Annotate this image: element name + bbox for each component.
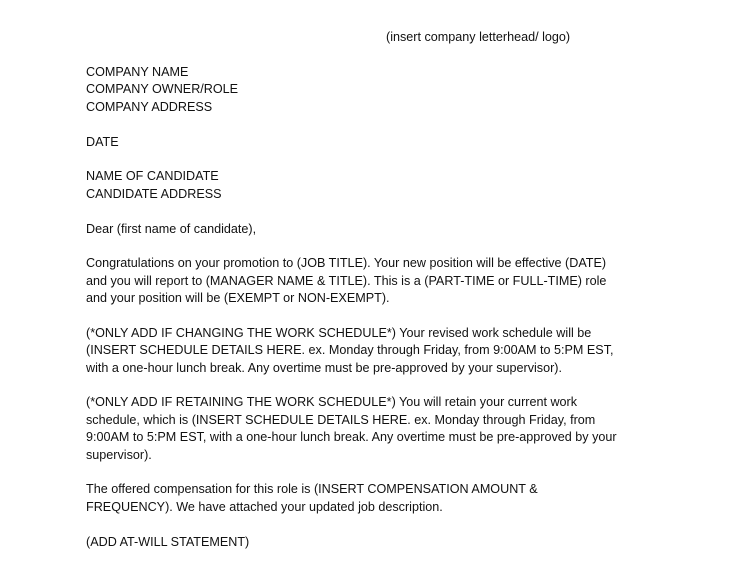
spacer [86,151,666,168]
spacer [86,203,666,220]
spacer [86,238,666,255]
spacer [86,516,666,533]
letterhead-placeholder: (insert company letterhead/ logo) [386,30,571,44]
paragraph-compensation [86,481,666,516]
paragraph-line: Congratulations on your promotion to (JOB TITLE). Your new position will be effective (DATE) [86,256,607,271]
paragraph-line: (*ONLY ADD IF CHANGING THE WORK SCHEDULE*) Your revised work schedule will be [86,325,592,340]
company-name: COMPANY NAME [86,65,189,79]
company-owner-role: COMPANY OWNER/ROLE [86,82,239,97]
paragraph-line: (*ONLY ADD IF RETAINING THE WORK SCHEDULE*) You will retain your current work [86,395,578,410]
date-line: DATE [86,134,119,149]
paragraph-line: FREQUENCY). We have attached your updated job description. [86,499,443,514]
paragraph-promotion [86,255,666,307]
paragraph-line: (INSERT SCHEDULE DETAILS HERE. ex. Monday through Friday, from 9:00AM to 5:PM EST, [86,343,614,358]
paragraph-line: with a one-hour lunch break. Any overtime must be pre-approved by your supervisor). [86,360,562,375]
spacer [86,464,666,481]
paragraph-line: and your position will be (EXEMPT or NON-EXEMPT). [86,291,390,306]
paragraph-line: 9:00AM to 5:PM EST, with a one-hour lunch break. Any overtime must be pre-approved by your [86,430,617,445]
at-will-statement: (ADD AT-WILL STATEMENT) [86,534,250,549]
spacer [86,377,666,394]
letter-body [86,64,666,551]
candidate-block [86,168,666,203]
paragraph-line: schedule, which is (INSERT SCHEDULE DETAILS HERE. ex. Monday through Friday, from [86,412,596,427]
paragraph-line: and you will report to (MANAGER NAME & TITLE). This is a (PART-TIME or FULL-TIME) role [86,273,607,288]
candidate-address: CANDIDATE ADDRESS [86,186,222,201]
candidate-name: NAME OF CANDIDATE [86,169,219,184]
paragraph-line: The offered compensation for this role is (INSERT COMPENSATION AMOUNT & [86,482,538,497]
paragraph-line: supervisor). [86,447,152,462]
greeting: Dear (first name of candidate), [86,221,257,236]
company-address: COMPANY ADDRESS [86,99,213,114]
paragraph-retaining-schedule [86,394,666,464]
company-block [86,64,666,116]
paragraph-changing-schedule [86,325,666,377]
spacer [86,307,666,324]
spacer [86,116,666,133]
